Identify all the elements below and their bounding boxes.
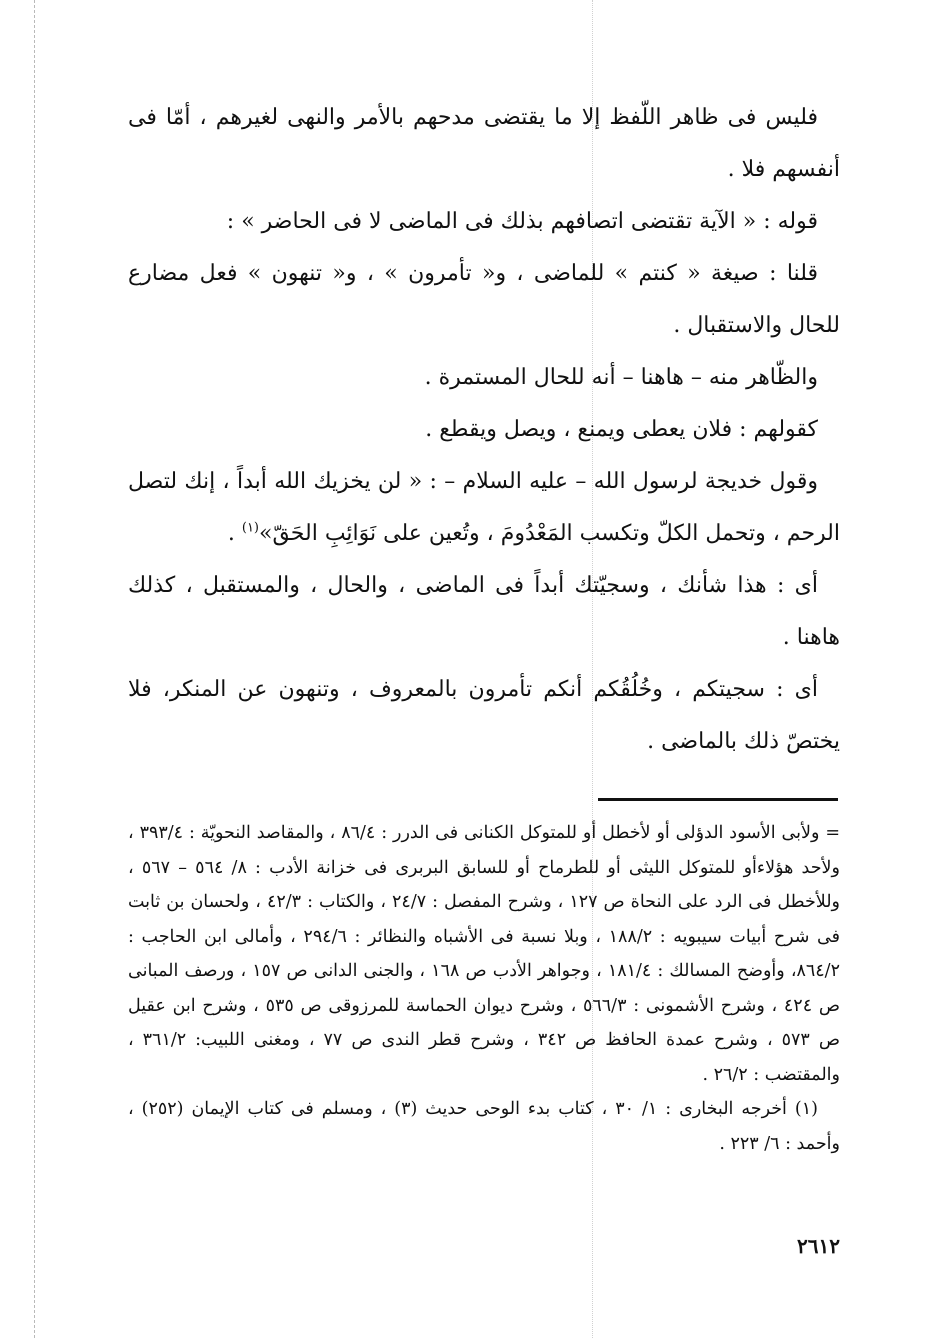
paragraph-2: قوله : « الآية تقتضى اتصافهم بذلك فى الماضى لا فى الحاضر » : bbox=[226, 209, 818, 234]
paragraph-3: قلنا : صيغة « كنتم » للماضى ، و« تأمرون » ، و« تنهون » فعل مضارع للحال والاستقبال . bbox=[128, 261, 840, 338]
paragraph-6 bbox=[128, 456, 840, 560]
main-text bbox=[128, 92, 840, 768]
footnotes bbox=[128, 816, 840, 1161]
page-edge-mark bbox=[34, 0, 35, 1338]
paragraph-7: أى : هذا شأنك ، وسجيّتك أبداً فى الماضى ، والحال ، والمستقبل ، كذلك هاهنا . bbox=[128, 573, 840, 650]
paragraph-6-end: . bbox=[227, 521, 242, 546]
footnote-continuation: = ولأبى الأسود الدؤلى أو لأخطل أو للمتوكل الكنانى فى الدرر : ٨٦/٤ ، والمقاصد النحويّة : ٣٩٣/٤ ، ولأحد هؤلاءأو للمتوكل الليثى أو للطرماح أو للسابق البربرى فى خزانة الأدب : ٨/ ٥٦٤ – ٥٦٧ ، وللأخطل فى الرد على النحاة ص ١٢٧ ، وشرح المفصل : ٢٤/٧ ، والكتاب : ٤٢/٣ ، ولحسان بن ثابت فى شرح أبيات سيبويه : ١٨٨/٢ ، وبلا نسبة فى الأشباه والنظائر : ٢٩٤/٦ ، وأمالى ابن الحاجب : ٨٦٤/٢، وأوضح المسالك : ١٨١/٤ ، وجواهر الأدب ص ١٦٨ ، والجنى الدانى ص ١٥٧ ، ورصف المبانى ص ٤٢٤ ، وشرح الأشمونى : ٥٦٦/٣ ، وشرح ديوان الحماسة للمرزوقى ص ٥٣٥ ، وشرح ابن عقيل ص ٥٧٣ ، وشرح عمدة الحافظ ص ٣٤٢ ، وشرح قطر الندى ص ٧٧ ، ومغنى اللبيب: ٣٦١/٢ ، والمقتضب : ٢٦/٢ . bbox=[128, 823, 841, 1085]
footnote-1: (١) أخرجه البخارى : ١/ ٣٠ ، كتاب بدء الوحى حديث (٣) ، ومسلم فى كتاب الإيمان (٢٥٢) ، وأحمد : ٦/ ٢٢٣ . bbox=[128, 1099, 840, 1154]
paragraph-1: فليس فى ظاهر اللّفظ إلا ما يقتضى مدحهم بالأمر والنهى لغيرهم ، أمّا فى أنفسهم فلا . bbox=[128, 105, 840, 182]
paragraph-8: أى : سجيتكم ، وخُلُقُكم أنكم تأمرون بالمعروف ، وتنهون عن المنكر، فلا يختصّ ذلك بالماضى . bbox=[128, 677, 840, 754]
paragraph-5: كقولهم : فلان يعطى ويمنع ، ويصل ويقطع . bbox=[425, 417, 818, 442]
footnote-ref-1: (١) bbox=[241, 520, 259, 536]
page-number: ٢٦١٢ bbox=[797, 1234, 840, 1258]
footnote-separator bbox=[598, 798, 838, 801]
paragraph-4: والظّاهر منه – هاهنا – أنه للحال المستمرة . bbox=[424, 365, 818, 390]
paragraph-6-text: وقول خديجة لرسول الله – عليه السلام – : « لن يخزيك الله أبداً ، إنك لتصل الرحم ، وتحمل الكلّ وتكسب المَعْدُومَ ، وتُعين على نَوَائِبِ الحَقّ» bbox=[128, 469, 840, 546]
